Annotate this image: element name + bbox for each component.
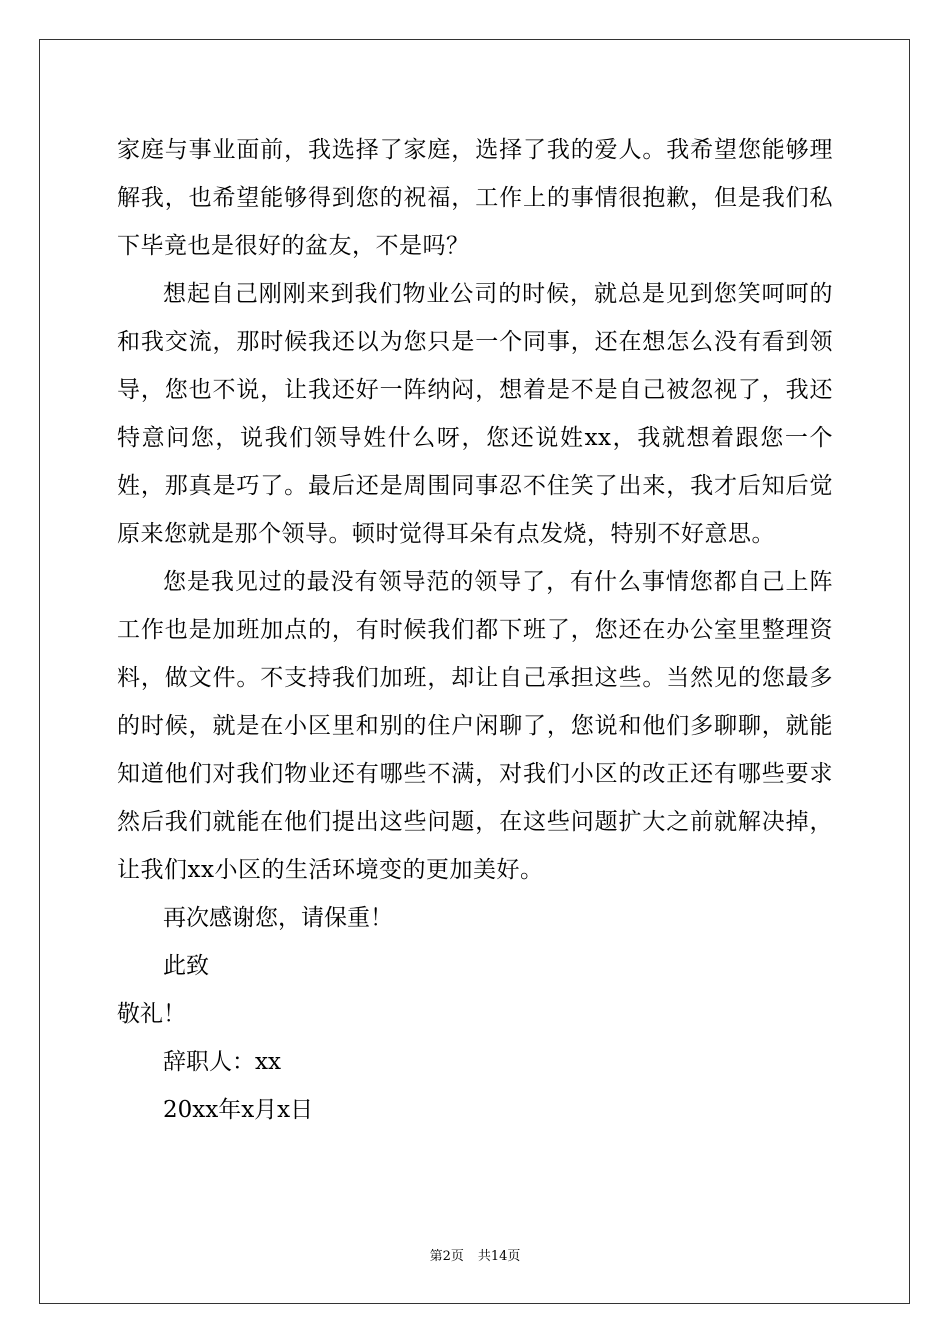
- salutation-line-2: 敬礼！: [117, 1001, 186, 1027]
- paragraph-1: 家庭与事业面前，我选择了家庭，选择了我的爱人。我希望您能够理解我，也希望能够得到您的祝福，工作上的事情很抱歉，但是我们私下毕竟也是很好的盆友，不是吗？: [117, 137, 833, 259]
- date-line: 20xx年x月x日: [163, 1097, 314, 1123]
- letter-body: [117, 126, 833, 1134]
- salutation-line-1: 此致: [163, 953, 209, 979]
- page-footer: [0, 1247, 950, 1267]
- closing-line: 再次感谢您，请保重！: [163, 905, 393, 931]
- signer-line: 辞职人：xx: [163, 1049, 281, 1075]
- paragraph-3: 您是我见过的最没有领导范的领导了，有什么事情您都自己上阵工作也是加班加点的，有时候我们都下班了，您还在办公室里整理资料，做文件。不支持我们加班，却让自己承担这些。当然见的您最多的时候，就是在小区里和别的住户闲聊了，您说和他们多聊聊，就能知道他们对我们物业还有哪些不满，对我们小区的改正还有哪些要求然后我们就能在他们提出这些问题，在这些问题扩大之前就解决掉，让我们xx小区的生活环境变的更加美好。: [117, 569, 833, 883]
- page-number: 第2页: [429, 1249, 464, 1264]
- paragraph-2: 想起自己刚刚来到我们物业公司的时候，就总是见到您笑呵呵的和我交流，那时候我还以为您只是一个同事，还在想怎么没有看到领导，您也不说，让我还好一阵纳闷，想着是不是自己被忽视了，我还特意问您，说我们领导姓什么呀，您还说姓xx，我就想着跟您一个姓，那真是巧了。最后还是周围同事忍不住笑了出来，我才后知后觉原来您就是那个领导。顿时觉得耳朵有点发烧，特别不好意思。: [117, 281, 833, 547]
- page-total: 共14页: [477, 1249, 521, 1264]
